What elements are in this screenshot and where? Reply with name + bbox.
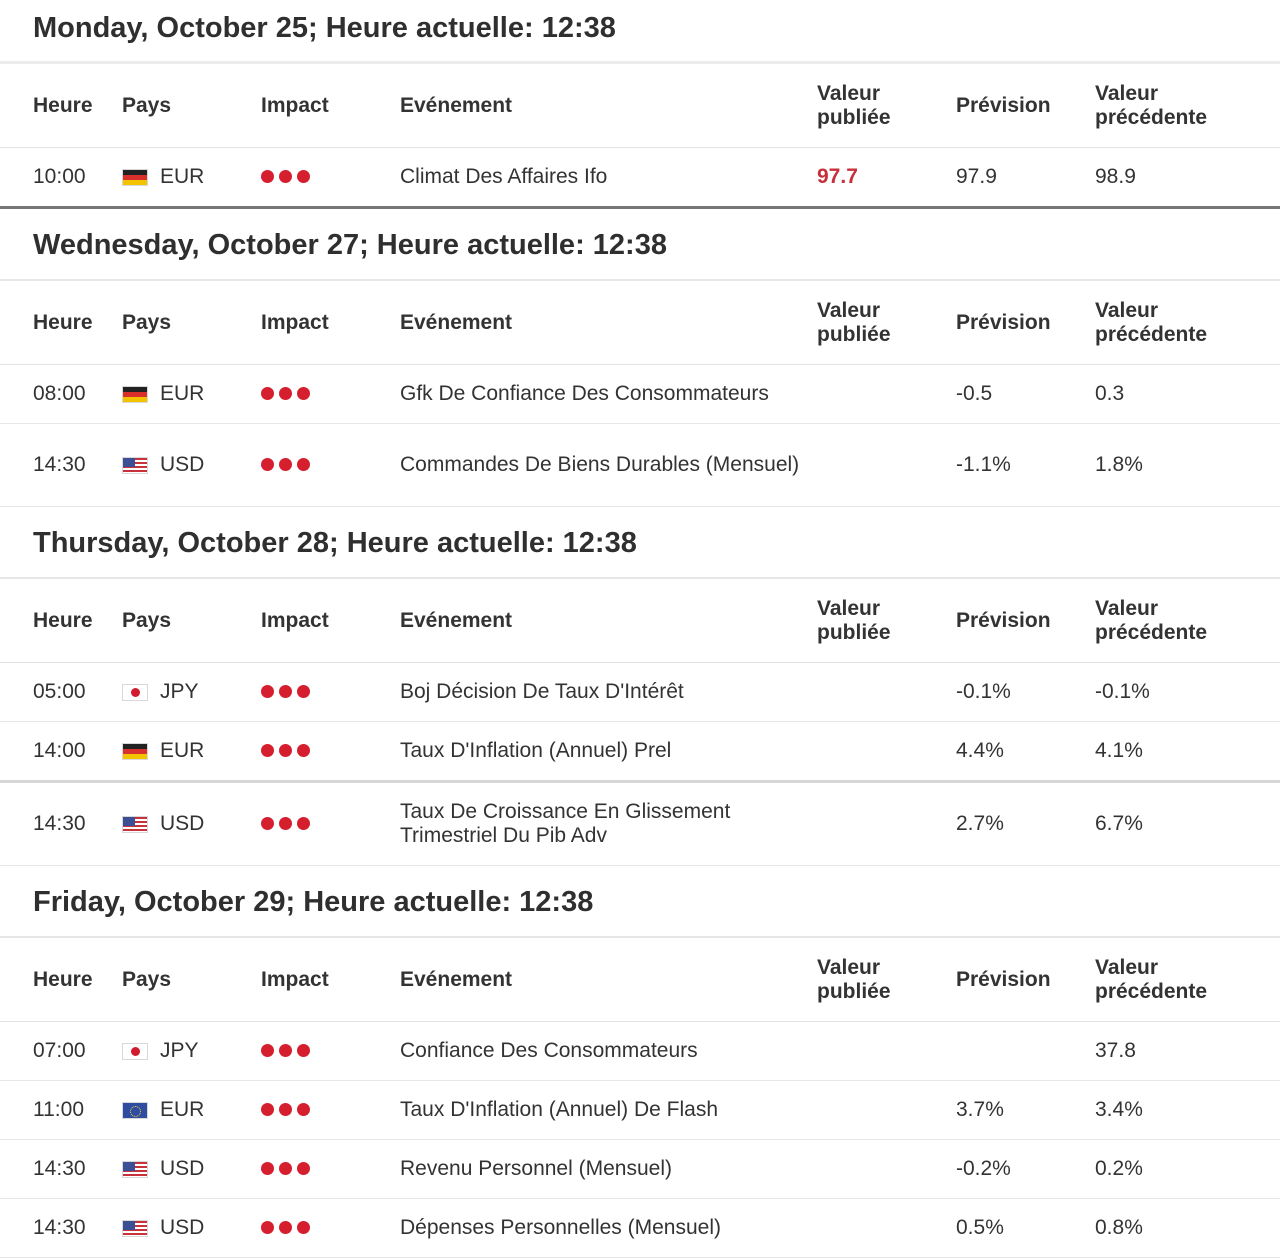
event-row[interactable] bbox=[0, 1140, 1280, 1199]
events-table bbox=[0, 64, 1280, 209]
event-name[interactable]: Boj Décision De Taux D'Intérêt bbox=[400, 663, 817, 722]
impact-indicator bbox=[261, 812, 315, 836]
flag-jp-icon bbox=[122, 684, 148, 701]
event-time: 07:00 bbox=[0, 1022, 122, 1081]
col-header-forecast[interactable]: Prévision bbox=[956, 579, 1095, 663]
event-row[interactable] bbox=[0, 365, 1280, 424]
event-time: 05:00 bbox=[0, 663, 122, 722]
col-header-previous[interactable] bbox=[1095, 579, 1280, 663]
impact-dot bbox=[261, 387, 274, 400]
flag-us-icon bbox=[122, 816, 148, 833]
event-impact bbox=[261, 722, 400, 782]
event-currency: USD bbox=[160, 453, 205, 476]
event-name[interactable]: Gfk De Confiance Des Consommateurs bbox=[400, 365, 817, 424]
event-country bbox=[122, 782, 261, 866]
impact-dot bbox=[297, 744, 310, 757]
impact-dot bbox=[297, 1221, 310, 1234]
impact-indicator bbox=[261, 739, 315, 763]
event-actual bbox=[817, 424, 956, 507]
event-forecast: -1.1% bbox=[956, 424, 1095, 507]
event-impact bbox=[261, 148, 400, 208]
impact-dot bbox=[297, 458, 310, 471]
event-row[interactable] bbox=[0, 424, 1280, 507]
impact-dot bbox=[279, 744, 292, 757]
event-time: 10:00 bbox=[0, 148, 122, 208]
event-time: 14:00 bbox=[0, 722, 122, 782]
event-time: 14:30 bbox=[0, 782, 122, 866]
impact-indicator bbox=[261, 1039, 315, 1063]
impact-dot bbox=[261, 1162, 274, 1175]
event-previous: 37.8 bbox=[1095, 1022, 1280, 1081]
event-country bbox=[122, 722, 261, 782]
impact-indicator bbox=[261, 680, 315, 704]
impact-dot bbox=[297, 1103, 310, 1116]
event-currency: JPY bbox=[160, 680, 199, 703]
event-currency: USD bbox=[160, 812, 205, 835]
event-country bbox=[122, 365, 261, 424]
event-actual bbox=[817, 1199, 956, 1258]
event-impact bbox=[261, 782, 400, 866]
event-actual bbox=[817, 722, 956, 782]
event-previous: 0.2% bbox=[1095, 1140, 1280, 1199]
flag-us-icon bbox=[122, 457, 148, 474]
col-header-previous[interactable] bbox=[1095, 64, 1280, 148]
col-header-event[interactable]: Evénement bbox=[400, 64, 817, 148]
impact-dot bbox=[279, 685, 292, 698]
event-row[interactable] bbox=[0, 722, 1280, 782]
col-header-impact[interactable]: Impact bbox=[261, 938, 400, 1022]
impact-dot bbox=[279, 817, 292, 830]
col-header-previous-line1: Valeur bbox=[1095, 955, 1159, 979]
event-name[interactable]: Taux De Croissance En Glissement Trimestriel Du Pib Adv bbox=[400, 782, 817, 866]
impact-indicator bbox=[261, 1098, 315, 1122]
event-name[interactable]: Climat Des Affaires Ifo bbox=[400, 148, 817, 208]
impact-dot bbox=[279, 1044, 292, 1057]
event-forecast: -0.1% bbox=[956, 663, 1095, 722]
event-forecast bbox=[956, 1022, 1095, 1081]
col-header-actual-line1: Valeur bbox=[817, 596, 881, 620]
col-header-impact[interactable]: Impact bbox=[261, 281, 400, 365]
event-time: 14:30 bbox=[0, 1140, 122, 1199]
event-impact bbox=[261, 1081, 400, 1140]
day-section bbox=[0, 0, 1280, 209]
impact-indicator bbox=[261, 1216, 315, 1240]
impact-indicator bbox=[261, 382, 315, 406]
impact-dot bbox=[261, 1044, 274, 1057]
event-forecast: 0.5% bbox=[956, 1199, 1095, 1258]
col-header-event[interactable]: Evénement bbox=[400, 579, 817, 663]
impact-indicator bbox=[261, 1157, 315, 1181]
col-header-impact[interactable]: Impact bbox=[261, 64, 400, 148]
header-row bbox=[0, 281, 1280, 365]
day-section bbox=[0, 866, 1280, 1258]
event-country bbox=[122, 148, 261, 208]
event-time: 08:00 bbox=[0, 365, 122, 424]
event-currency: EUR bbox=[160, 165, 205, 188]
event-actual bbox=[817, 1022, 956, 1081]
event-name[interactable]: Taux D'Inflation (Annuel) Prel bbox=[400, 722, 817, 782]
flag-de-icon bbox=[122, 386, 148, 403]
impact-dot bbox=[261, 744, 274, 757]
impact-dot bbox=[261, 458, 274, 471]
col-header-country[interactable]: Pays bbox=[122, 579, 261, 663]
impact-dot bbox=[279, 1103, 292, 1116]
event-actual bbox=[817, 1081, 956, 1140]
event-previous: 1.8% bbox=[1095, 424, 1280, 507]
day-title: Wednesday, October 27; Heure actuelle: 12:38 bbox=[0, 209, 1280, 281]
col-header-previous-line2: précédente bbox=[1095, 105, 1208, 129]
event-impact bbox=[261, 1022, 400, 1081]
impact-dot bbox=[261, 1103, 274, 1116]
header-row bbox=[0, 579, 1280, 663]
event-row[interactable] bbox=[0, 1022, 1280, 1081]
col-header-actual[interactable] bbox=[817, 579, 956, 663]
day-section bbox=[0, 209, 1280, 507]
event-currency: EUR bbox=[160, 739, 205, 762]
col-header-impact[interactable]: Impact bbox=[261, 579, 400, 663]
event-currency: EUR bbox=[160, 1098, 205, 1121]
day-section bbox=[0, 507, 1280, 866]
event-impact bbox=[261, 365, 400, 424]
flag-eu-icon bbox=[122, 1102, 148, 1119]
flag-de-icon bbox=[122, 169, 148, 186]
impact-dot bbox=[279, 458, 292, 471]
event-row[interactable] bbox=[0, 663, 1280, 722]
event-name[interactable]: Commandes De Biens Durables (Mensuel) bbox=[400, 424, 817, 507]
event-previous: 3.4% bbox=[1095, 1081, 1280, 1140]
col-header-actual-line2: publiée bbox=[817, 979, 891, 1003]
col-header-forecast[interactable]: Prévision bbox=[956, 938, 1095, 1022]
event-time: 11:00 bbox=[0, 1081, 122, 1140]
col-header-event[interactable]: Evénement bbox=[400, 281, 817, 365]
impact-dot bbox=[279, 1221, 292, 1234]
event-country bbox=[122, 1081, 261, 1140]
event-actual bbox=[817, 365, 956, 424]
event-previous: 6.7% bbox=[1095, 782, 1280, 866]
header-row bbox=[0, 64, 1280, 148]
flag-us-icon bbox=[122, 1161, 148, 1178]
event-country bbox=[122, 1199, 261, 1258]
event-name[interactable]: Revenu Personnel (Mensuel) bbox=[400, 1140, 817, 1199]
event-time: 14:30 bbox=[0, 424, 122, 507]
impact-dot bbox=[279, 170, 292, 183]
col-header-previous[interactable] bbox=[1095, 938, 1280, 1022]
col-header-time[interactable]: Heure bbox=[0, 64, 122, 148]
event-currency: EUR bbox=[160, 382, 205, 405]
event-name[interactable]: Dépenses Personnelles (Mensuel) bbox=[400, 1199, 817, 1258]
event-country bbox=[122, 1022, 261, 1081]
event-name[interactable]: Confiance Des Consommateurs bbox=[400, 1022, 817, 1081]
event-previous: 4.1% bbox=[1095, 722, 1280, 782]
col-header-previous-line1: Valeur bbox=[1095, 81, 1159, 105]
impact-dot bbox=[279, 387, 292, 400]
impact-indicator bbox=[261, 453, 315, 477]
event-name[interactable]: Taux D'Inflation (Annuel) De Flash bbox=[400, 1081, 817, 1140]
impact-dot bbox=[297, 685, 310, 698]
event-currency: USD bbox=[160, 1216, 205, 1239]
events-table bbox=[0, 281, 1280, 507]
day-title: Monday, October 25; Heure actuelle: 12:38 bbox=[0, 0, 1280, 64]
events-table bbox=[0, 938, 1280, 1258]
day-title: Friday, October 29; Heure actuelle: 12:38 bbox=[0, 866, 1280, 938]
impact-dot bbox=[261, 1221, 274, 1234]
flag-jp-icon bbox=[122, 1043, 148, 1060]
impact-dot bbox=[297, 817, 310, 830]
impact-dot bbox=[297, 170, 310, 183]
events-table bbox=[0, 579, 1280, 866]
event-previous: 0.8% bbox=[1095, 1199, 1280, 1258]
event-actual bbox=[817, 663, 956, 722]
impact-dot bbox=[297, 1044, 310, 1057]
col-header-time[interactable]: Heure bbox=[0, 938, 122, 1022]
event-forecast: -0.2% bbox=[956, 1140, 1095, 1199]
event-row[interactable] bbox=[0, 782, 1280, 866]
event-forecast: 97.9 bbox=[956, 148, 1095, 208]
col-header-actual-line2: publiée bbox=[817, 105, 891, 129]
impact-indicator bbox=[261, 165, 315, 189]
impact-dot bbox=[297, 387, 310, 400]
event-currency: USD bbox=[160, 1157, 205, 1180]
col-header-time[interactable]: Heure bbox=[0, 281, 122, 365]
event-impact bbox=[261, 1199, 400, 1258]
col-header-actual-line2: publiée bbox=[817, 620, 891, 644]
event-row[interactable] bbox=[0, 1081, 1280, 1140]
col-header-forecast[interactable]: Prévision bbox=[956, 281, 1095, 365]
col-header-previous-line1: Valeur bbox=[1095, 298, 1159, 322]
event-actual bbox=[817, 1140, 956, 1199]
col-header-previous-line2: précédente bbox=[1095, 620, 1208, 644]
col-header-previous-line2: précédente bbox=[1095, 979, 1208, 1003]
event-previous: 0.3 bbox=[1095, 365, 1280, 424]
event-country bbox=[122, 663, 261, 722]
impact-dot bbox=[279, 1162, 292, 1175]
col-header-forecast[interactable]: Prévision bbox=[956, 64, 1095, 148]
header-row bbox=[0, 938, 1280, 1022]
col-header-country[interactable]: Pays bbox=[122, 281, 261, 365]
event-time: 14:30 bbox=[0, 1199, 122, 1258]
event-country bbox=[122, 424, 261, 507]
event-row[interactable] bbox=[0, 148, 1280, 208]
col-header-actual[interactable] bbox=[817, 64, 956, 148]
col-header-time[interactable]: Heure bbox=[0, 579, 122, 663]
event-actual: 97.7 bbox=[817, 148, 956, 208]
col-header-previous-line1: Valeur bbox=[1095, 596, 1159, 620]
event-previous: -0.1% bbox=[1095, 663, 1280, 722]
flag-us-icon bbox=[122, 1220, 148, 1237]
col-header-event[interactable]: Evénement bbox=[400, 938, 817, 1022]
event-country bbox=[122, 1140, 261, 1199]
impact-dot bbox=[261, 817, 274, 830]
event-forecast: 2.7% bbox=[956, 782, 1095, 866]
col-header-country[interactable]: Pays bbox=[122, 64, 261, 148]
event-impact bbox=[261, 663, 400, 722]
col-header-previous-line2: précédente bbox=[1095, 322, 1208, 346]
col-header-country[interactable]: Pays bbox=[122, 938, 261, 1022]
event-currency: JPY bbox=[160, 1039, 199, 1062]
col-header-actual[interactable] bbox=[817, 281, 956, 365]
impact-dot bbox=[261, 685, 274, 698]
flag-de-icon bbox=[122, 743, 148, 760]
col-header-actual-line1: Valeur bbox=[817, 298, 881, 322]
event-impact bbox=[261, 1140, 400, 1199]
impact-dot bbox=[261, 170, 274, 183]
event-actual bbox=[817, 782, 956, 866]
col-header-actual-line2: publiée bbox=[817, 322, 891, 346]
event-row[interactable] bbox=[0, 1199, 1280, 1258]
event-forecast: 4.4% bbox=[956, 722, 1095, 782]
col-header-actual-line1: Valeur bbox=[817, 955, 881, 979]
event-forecast: -0.5 bbox=[956, 365, 1095, 424]
col-header-actual-line1: Valeur bbox=[817, 81, 881, 105]
event-previous: 98.9 bbox=[1095, 148, 1280, 208]
col-header-previous[interactable] bbox=[1095, 281, 1280, 365]
impact-dot bbox=[297, 1162, 310, 1175]
col-header-actual[interactable] bbox=[817, 938, 956, 1022]
event-impact bbox=[261, 424, 400, 507]
event-forecast: 3.7% bbox=[956, 1081, 1095, 1140]
day-title: Thursday, October 28; Heure actuelle: 12:38 bbox=[0, 507, 1280, 579]
